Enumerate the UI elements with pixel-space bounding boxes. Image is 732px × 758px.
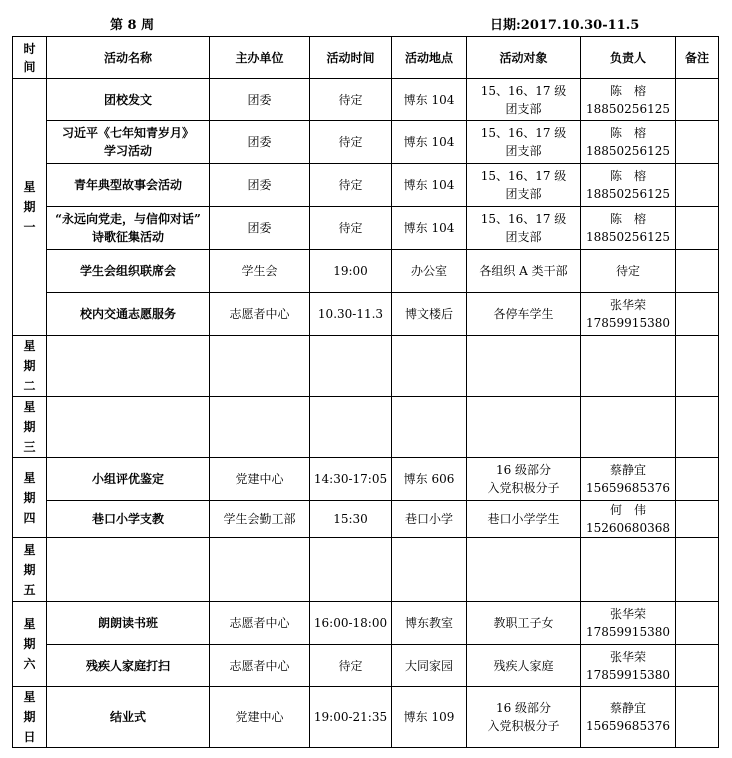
activity-name-cell	[47, 250, 210, 293]
organizer-cell: 学生会	[210, 250, 310, 293]
note-cell	[676, 458, 719, 501]
organizer-cell: 党建中心	[210, 687, 310, 748]
day-label: 星 期 五	[13, 538, 47, 602]
owner-cell	[581, 250, 676, 293]
col-note-header: 备注	[676, 37, 719, 79]
cell-line: 教职工子女	[493, 616, 554, 630]
cell-line: 张华荣	[609, 298, 646, 312]
organizer-cell	[210, 538, 310, 602]
target-cell	[467, 458, 581, 501]
owner-cell	[581, 207, 676, 250]
note-cell	[676, 602, 719, 645]
cell-line: 诗歌征集活动	[91, 230, 164, 244]
place-cell: 博东 109	[392, 687, 467, 748]
col-time-header: 时 间	[13, 37, 47, 79]
cell-line: 15260680368	[586, 521, 670, 535]
col-place-header: 活动地点	[392, 37, 467, 79]
table-row	[13, 602, 719, 645]
target-cell	[467, 121, 581, 164]
cell-line: 朗朗读书班	[97, 616, 158, 630]
cell-line: “永远向党走，与信仰对话”	[55, 212, 201, 226]
activity-time-cell: 19:00	[310, 250, 392, 293]
owner-cell	[581, 164, 676, 207]
organizer-cell	[210, 397, 310, 458]
note-cell	[676, 164, 719, 207]
place-cell: 巷口小学	[392, 501, 467, 538]
owner-cell	[581, 293, 676, 336]
activity-time-cell	[310, 397, 392, 458]
cell-line: 各组织 A 类干部	[479, 264, 568, 278]
place-cell	[392, 397, 467, 458]
place-cell: 博东 104	[392, 121, 467, 164]
cell-line: 巷口小学支教	[91, 512, 164, 526]
activity-time-cell: 待定	[310, 164, 392, 207]
table-row	[13, 207, 719, 250]
cell-line: 小组评优鉴定	[91, 472, 164, 486]
note-cell	[676, 336, 719, 397]
cell-line: 15、16、17 级	[480, 83, 567, 98]
place-cell: 大同家园	[392, 645, 467, 687]
place-cell: 博东教室	[392, 602, 467, 645]
cell-line: 蔡静宜	[609, 701, 646, 715]
place-cell	[392, 538, 467, 602]
activity-name-cell	[47, 645, 210, 687]
table-row	[13, 501, 719, 538]
header-row	[13, 37, 719, 79]
cell-line: 张华荣	[609, 607, 646, 621]
table-row	[13, 79, 719, 121]
cell-line: 15、16、17 级	[480, 169, 567, 183]
organizer-cell	[210, 336, 310, 397]
col-target-header: 活动对象	[467, 37, 581, 79]
note-cell	[676, 207, 719, 250]
place-cell	[392, 336, 467, 397]
cell-line: 18850256125	[586, 230, 670, 244]
place-cell: 办公室	[392, 250, 467, 293]
place-cell: 博东 606	[392, 458, 467, 501]
target-cell	[467, 397, 581, 458]
note-cell	[676, 687, 719, 748]
activity-time-cell: 15:30	[310, 501, 392, 538]
activity-time-cell	[310, 336, 392, 397]
table-row	[13, 538, 719, 602]
cell-line: 陈 榕	[609, 169, 646, 183]
col-owner-header: 负责人	[581, 37, 676, 79]
activity-name-cell	[47, 207, 210, 250]
table-row	[13, 293, 719, 336]
cell-line: 15659685376	[586, 719, 670, 733]
cell-line: 陈 榕	[609, 83, 646, 98]
note-cell	[676, 79, 719, 121]
cell-line: 16 级部分	[495, 463, 552, 477]
activity-time-cell: 14:30-17:05	[310, 458, 392, 501]
owner-cell	[581, 397, 676, 458]
cell-line: 校内交通志愿服务	[79, 307, 176, 321]
activity-name-cell	[47, 538, 210, 602]
table-row	[13, 121, 719, 164]
note-cell	[676, 397, 719, 458]
target-cell	[467, 602, 581, 645]
organizer-cell: 志愿者中心	[210, 602, 310, 645]
activity-name-cell	[47, 336, 210, 397]
table-row	[13, 336, 719, 397]
cell-line: 待定	[615, 264, 640, 278]
organizer-cell: 党建中心	[210, 458, 310, 501]
activity-time-cell: 待定	[310, 121, 392, 164]
organizer-cell: 学生会勤工部	[210, 501, 310, 538]
place-cell: 博东 104	[392, 79, 467, 121]
cell-line: 巷口小学学生	[487, 512, 560, 526]
owner-cell	[581, 458, 676, 501]
activity-time-cell	[310, 538, 392, 602]
cell-line: 学习活动	[103, 144, 152, 158]
activity-name-cell	[47, 121, 210, 164]
owner-cell	[581, 336, 676, 397]
col-organizer-header: 主办单位	[210, 37, 310, 79]
cell-line: 16 级部分	[495, 701, 552, 715]
owner-cell	[581, 121, 676, 164]
activity-time-cell: 待定	[310, 79, 392, 121]
organizer-cell: 团委	[210, 121, 310, 164]
cell-line: 15659685376	[586, 481, 670, 495]
day-label: 星 期 二	[13, 336, 47, 397]
target-cell	[467, 645, 581, 687]
cell-line: 17859915380	[586, 667, 670, 682]
date-range: 日期:2017.10.30-11.5	[490, 18, 640, 33]
cell-line: 入党积极分子	[487, 719, 560, 733]
cell-line: 青年典型故事会活动	[73, 178, 182, 192]
organizer-cell: 团委	[210, 207, 310, 250]
week-label: 第 8 周	[110, 18, 155, 33]
cell-line: 15、16、17 级	[480, 126, 567, 140]
activity-name-cell	[47, 501, 210, 538]
organizer-cell: 志愿者中心	[210, 645, 310, 687]
activity-time-cell: 待定	[310, 645, 392, 687]
cell-line: 15、16、17 级	[480, 212, 567, 226]
organizer-cell: 团委	[210, 164, 310, 207]
cell-line: 17859915380	[586, 316, 670, 330]
target-cell	[467, 293, 581, 336]
note-cell	[676, 121, 719, 164]
target-cell	[467, 501, 581, 538]
owner-cell	[581, 79, 676, 121]
activity-name-cell	[47, 687, 210, 748]
cell-line: 蔡静宜	[609, 463, 646, 477]
cell-line: 团支部	[505, 230, 542, 244]
target-cell	[467, 164, 581, 207]
activity-name-cell	[47, 79, 210, 121]
table-row	[13, 250, 719, 293]
cell-line: 团支部	[505, 101, 542, 116]
owner-cell	[581, 645, 676, 687]
place-cell: 博文楼后	[392, 293, 467, 336]
activity-time-cell: 16:00-18:00	[310, 602, 392, 645]
note-cell	[676, 501, 719, 538]
target-cell	[467, 687, 581, 748]
cell-line: 陈 榕	[609, 126, 646, 140]
cell-line: 入党积极分子	[487, 481, 560, 495]
note-cell	[676, 293, 719, 336]
cell-line: 团支部	[505, 144, 542, 158]
day-label: 星 期 日	[13, 687, 47, 748]
cell-line: 陈 榕	[609, 212, 646, 226]
cell-line: 团校发文	[103, 92, 152, 107]
day-label: 星 期 四	[13, 458, 47, 538]
owner-cell	[581, 501, 676, 538]
target-cell	[467, 207, 581, 250]
day-label: 星 期 六	[13, 602, 47, 687]
place-cell: 博东 104	[392, 207, 467, 250]
organizer-cell: 团委	[210, 79, 310, 121]
table-row	[13, 397, 719, 458]
cell-line: 结业式	[109, 710, 146, 724]
note-cell	[676, 645, 719, 687]
cell-line: 18850256125	[586, 101, 670, 116]
activity-time-cell: 19:00-21:35	[310, 687, 392, 748]
activity-name-cell	[47, 602, 210, 645]
cell-line: 残疾人家庭	[493, 658, 554, 673]
owner-cell	[581, 538, 676, 602]
cell-line: 18850256125	[586, 144, 670, 158]
cell-line: 张华荣	[609, 649, 646, 664]
owner-cell	[581, 687, 676, 748]
cell-line: 17859915380	[586, 625, 670, 639]
table-row	[13, 687, 719, 748]
activity-name-cell	[47, 164, 210, 207]
table-row	[13, 164, 719, 207]
table-row	[13, 458, 719, 501]
owner-cell	[581, 602, 676, 645]
col-activity-header: 活动名称	[47, 37, 210, 79]
activity-name-cell	[47, 397, 210, 458]
day-label: 星 期 三	[13, 397, 47, 458]
schedule-table	[12, 36, 719, 748]
table-row	[13, 645, 719, 687]
target-cell	[467, 250, 581, 293]
cell-line: 各停车学生	[493, 307, 554, 321]
cell-line: 18850256125	[586, 187, 670, 201]
activity-time-cell: 10.30-11.3	[310, 293, 392, 336]
cell-line: 何 伟	[609, 503, 646, 517]
organizer-cell: 志愿者中心	[210, 293, 310, 336]
activity-name-cell	[47, 293, 210, 336]
target-cell	[467, 538, 581, 602]
activity-time-cell: 待定	[310, 207, 392, 250]
cell-line: 学生会组织联席会	[79, 264, 176, 278]
col-activity-time-header: 活动时间	[310, 37, 392, 79]
target-cell	[467, 79, 581, 121]
day-label: 星 期 一	[13, 79, 47, 336]
target-cell	[467, 336, 581, 397]
cell-line: 习近平《七年知青岁月》	[61, 126, 194, 140]
note-cell	[676, 538, 719, 602]
note-cell	[676, 250, 719, 293]
cell-line: 残疾人家庭打扫	[85, 658, 170, 673]
cell-line: 团支部	[505, 187, 542, 201]
place-cell: 博东 104	[392, 164, 467, 207]
activity-name-cell	[47, 458, 210, 501]
